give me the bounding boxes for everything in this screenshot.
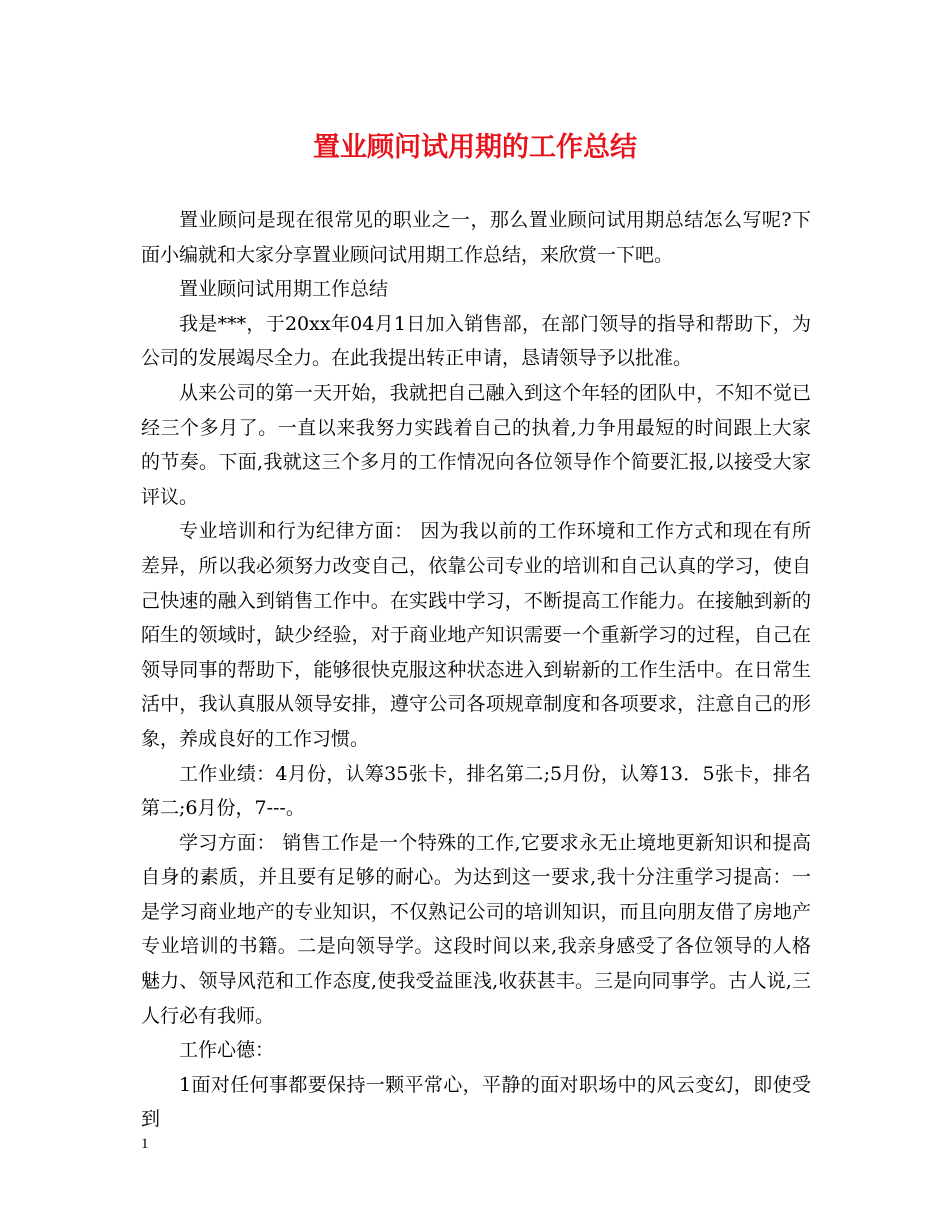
- paragraph-insight-1: 1面对任何事都要保持一颗平常心，平静的面对职场中的风云变幻，即使受到: [141, 1073, 811, 1131]
- paragraph-work-insights-heading: 工作心德：: [179, 1039, 275, 1062]
- paragraph-intro: 置业顾问是现在很常见的职业之一，那么置业顾问试用期总结怎么写呢?下面小编就和大家分享置业顾问试用期工作总结，来欣赏一下吧。: [141, 209, 811, 266]
- document-title: 置业顾问试用期的工作总结: [313, 132, 637, 163]
- paragraph-performance: 工作业绩：4月份，认筹35张卡，排名第二;5月份，认筹13．5张卡，排名第二;6月份，7---。: [141, 762, 811, 820]
- paragraph-subheading: 置业顾问试用期工作总结: [179, 278, 389, 301]
- page-number: 1: [141, 1136, 149, 1152]
- paragraph-self-introduction: 我是***，于20xx年04月1日加入销售部，在部门领导的指导和帮助下，为公司的发展竭尽全力。在此我提出转正申请，恳请领导予以批准。: [141, 312, 811, 370]
- paragraph-training-discipline: 专业培训和行为纪律方面： 因为我以前的工作环境和工作方式和现在有所差异，所以我必须努力改变自己，依靠公司专业的培训和自己认真的学习，使自己快速的融入到销售工作中。在实践中学习，不断提高工作能力。在接触到新的陌生的领域时，缺少经验，对于商业地产知识需要一个重新学习的过程，自己在领导同事的帮助下，能够很快克服这种状态进入到崭新的工作生活中。在日常生活中，我认真服从领导安排，遵守公司各项规章制度和各项要求，注意自己的形象，养成良好的工作习惯。: [141, 520, 811, 750]
- document-body: [141, 203, 811, 1137]
- paragraph-learning: 学习方面： 销售工作是一个特殊的工作,它要求永无止境地更新知识和提高自身的素质，并且要有足够的耐心。为达到这一要求,我十分注重学习提高：一是学习商业地产的专业知识，不仅熟记公司的培训知识，而且向朋友借了房地产专业培训的书籍。二是向领导学。这段时间以来,我亲身感受了各位领导的人格魅力、领导风范和工作态度,使我受益匪浅,收获甚丰。三是向同事学。古人说,三人行必有我师。: [141, 831, 811, 1027]
- paragraph-team-integration: 从来公司的第一天开始，我就把自己融入到这个年轻的团队中，不知不觉已经三个多月了。一直以来我努力实践着自己的执着,力争用最短的时间跟上大家的节奏。下面,我就这三个多月的工作情况向各位领导作个简要汇报,以接受大家评议。: [141, 381, 811, 508]
